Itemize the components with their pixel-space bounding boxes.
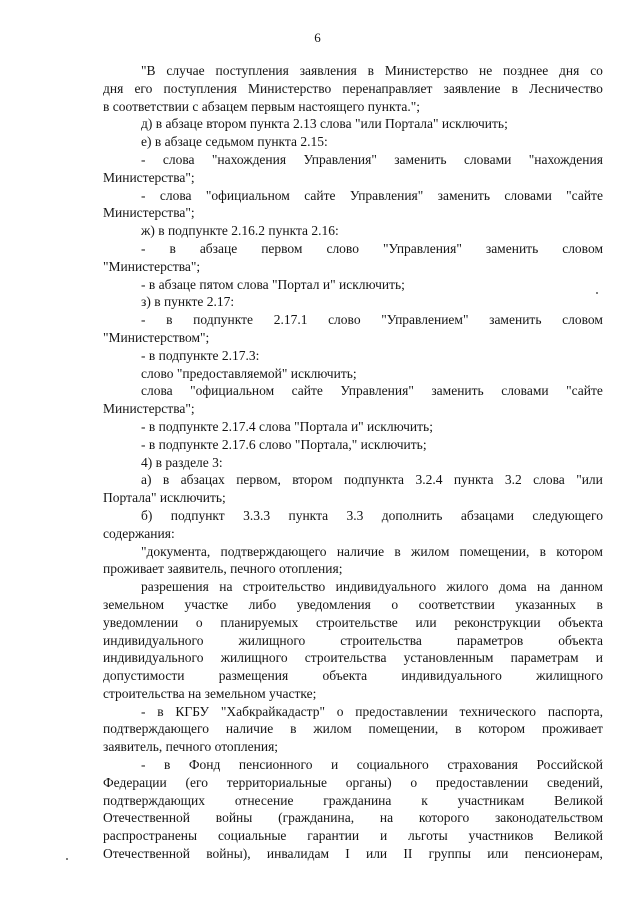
word: законодательством	[494, 810, 603, 826]
text-line: в соответствии с абзацем первым настоящего пункта.";	[103, 98, 421, 114]
word: 3.3.3	[243, 507, 271, 523]
word: Министерство	[248, 80, 332, 96]
word: заявления	[299, 63, 357, 78]
text-line	[103, 614, 603, 632]
word: строительства	[304, 650, 387, 666]
word: "сайте	[566, 187, 603, 203]
word: словами	[504, 187, 552, 203]
word: КГБУ	[175, 703, 210, 719]
word: технического	[459, 703, 537, 719]
word: словом	[562, 312, 603, 328]
text-line: проживает заявитель, печного отопления;	[103, 561, 343, 577]
word: подтверждающих	[103, 792, 206, 808]
word: дня	[103, 80, 124, 96]
word: Министерство	[384, 63, 469, 78]
text-line	[103, 311, 603, 329]
word: строительства	[340, 632, 422, 648]
word: льготы	[408, 828, 448, 844]
scan-speck	[66, 858, 68, 860]
word: поступления	[215, 63, 289, 78]
word: Великой	[554, 792, 603, 808]
word: на	[536, 579, 551, 595]
word: следующего	[532, 507, 603, 523]
text-line: "Министерством";	[103, 329, 210, 345]
word: жилищного	[220, 650, 288, 666]
word: указанных	[515, 596, 577, 612]
word: дня	[559, 63, 580, 78]
text-line	[103, 596, 603, 614]
word: Управления"	[303, 151, 377, 167]
word: гражданина	[323, 792, 392, 808]
word: случае	[166, 63, 205, 78]
text-line: Министерства";	[103, 169, 195, 185]
word: сведений,	[546, 774, 603, 790]
text-line: заявитель, печного отопления;	[103, 739, 279, 755]
word: заменить	[394, 151, 447, 167]
text-line: д) в абзаце втором пункта 2.13 слова "или Портала" исключить;	[141, 116, 508, 132]
word: предоставлении	[355, 703, 448, 719]
word: размещения	[218, 668, 289, 684]
word: и	[330, 757, 339, 773]
word: или	[415, 614, 437, 630]
text-line	[103, 827, 603, 845]
word: -	[141, 151, 146, 167]
word: разрешения	[141, 579, 209, 595]
word: о	[410, 774, 418, 790]
word: которого	[418, 810, 470, 826]
word: о	[391, 596, 399, 612]
word: (гражданина,	[278, 810, 355, 826]
page-number: 6	[314, 30, 321, 45]
word: Управления"	[349, 187, 424, 203]
word: 3.2	[504, 472, 522, 488]
word: допустимости	[103, 668, 185, 684]
word: сайте	[304, 187, 336, 203]
word: о	[195, 614, 203, 630]
word: в	[367, 63, 375, 78]
text-line: - в подпункте 2.17.3:	[141, 347, 260, 363]
word: подпункт	[170, 507, 225, 523]
word: Управления"	[340, 383, 414, 399]
word: заменить	[485, 240, 539, 256]
text-line: Министерства";	[103, 401, 195, 417]
word: словами	[463, 151, 512, 167]
word: страхования	[447, 757, 518, 773]
word: или	[365, 846, 388, 862]
word: 3.2.4	[415, 472, 443, 488]
scan-speck	[596, 292, 598, 294]
word: заменить	[437, 187, 490, 203]
word: слово	[328, 312, 361, 328]
text-line	[103, 382, 603, 400]
word: установленным	[403, 650, 494, 666]
text-line	[103, 774, 603, 792]
word: строительстве	[315, 614, 398, 630]
word: словом	[562, 240, 603, 256]
word: индивидуального	[335, 579, 437, 595]
word: абзацах	[180, 472, 225, 488]
word: подпункте	[193, 312, 254, 328]
text-line: Портала" исключить;	[103, 490, 226, 506]
word: жилом	[313, 721, 352, 737]
word: планируемых	[220, 614, 299, 630]
word: б)	[141, 507, 153, 523]
word: 3.3	[346, 507, 364, 523]
text-line: слово "предоставляемой" исключить;	[141, 365, 357, 381]
text-line: - в подпункте 2.17.4 слова "Портала и" исключить;	[141, 418, 433, 434]
word: и	[595, 650, 603, 666]
word: паспорта,	[547, 703, 603, 719]
word: не	[478, 63, 493, 78]
text-line	[103, 240, 603, 258]
word: отнесение	[234, 792, 294, 808]
text-line: Министерства";	[103, 205, 195, 221]
word: в	[162, 472, 170, 488]
word: соответствии	[418, 596, 495, 612]
word: на	[379, 810, 394, 826]
word: со	[590, 63, 603, 78]
word: слова	[141, 383, 173, 399]
text-line: е) в абзаце седьмом пункта 2.15:	[141, 134, 328, 150]
word: сайте	[291, 383, 323, 399]
document-body	[103, 62, 603, 863]
word: первом,	[236, 472, 281, 488]
word: реконструкции	[454, 614, 541, 630]
word: подпункта	[343, 472, 405, 488]
text-line: 4) в разделе 3:	[141, 454, 223, 470]
word: инвалидам	[266, 846, 330, 862]
word: в	[290, 721, 297, 737]
text-line: строительства на земельном участке;	[103, 685, 317, 701]
word: в	[511, 80, 518, 96]
word: Федерации	[103, 774, 167, 790]
text-line	[103, 80, 603, 98]
word: позднее	[503, 63, 549, 78]
word: жилом	[411, 543, 450, 559]
word: "Управлением"	[381, 312, 469, 328]
word: социальные	[217, 828, 287, 844]
word: строительство	[242, 579, 326, 595]
word: индивидуального	[103, 650, 204, 666]
text-line	[103, 667, 603, 685]
word: "Хабкрайкадастр"	[220, 703, 325, 719]
text-line	[103, 703, 603, 721]
word: участке	[184, 596, 229, 612]
text-line	[103, 507, 603, 525]
word: индивидуального	[103, 632, 204, 648]
word: а)	[141, 472, 152, 488]
word: либо	[248, 596, 277, 612]
word: распространены	[103, 828, 198, 844]
text-line	[103, 578, 603, 596]
word: параметров	[456, 632, 524, 648]
word: II	[403, 846, 413, 862]
word: уведомления	[296, 596, 371, 612]
word: индивидуального	[401, 668, 502, 684]
word: "нахождения	[528, 151, 603, 167]
word: Великой	[554, 828, 603, 844]
text-line	[103, 471, 603, 489]
word: -	[141, 312, 146, 328]
text-line	[103, 792, 603, 810]
word: данном	[560, 579, 603, 595]
word: "сайте	[566, 383, 603, 399]
word: земельном	[103, 596, 165, 612]
word: участникам	[457, 792, 525, 808]
word: территориальные	[226, 774, 328, 790]
text-line	[103, 756, 603, 774]
word: Лесничество	[529, 80, 603, 96]
word: заменить	[489, 312, 542, 328]
word: предоставлении	[435, 774, 529, 790]
word: слово	[326, 240, 359, 256]
word: "Управления"	[382, 240, 462, 256]
word: подтверждающего	[103, 721, 210, 737]
word: уведомлении	[103, 614, 179, 630]
word: -	[141, 703, 146, 719]
word: абзацами	[460, 507, 515, 523]
word: гарантии	[307, 828, 360, 844]
word: и	[379, 828, 388, 844]
word: его	[134, 80, 153, 96]
word: в	[157, 703, 164, 719]
word: социального	[356, 757, 429, 773]
word: I	[345, 846, 350, 862]
word: "официальном	[205, 187, 290, 203]
word: участников	[468, 828, 534, 844]
text-line	[103, 649, 603, 667]
word: Российской	[536, 757, 603, 773]
word: в	[169, 240, 176, 256]
word: первом	[261, 240, 303, 256]
word: -	[141, 757, 146, 773]
word: (его	[185, 774, 208, 790]
word: помещении,	[368, 721, 439, 737]
word: -	[141, 187, 146, 203]
word: -	[141, 240, 146, 256]
word: в	[394, 543, 401, 559]
word: пенсионерам,	[524, 846, 603, 862]
word: о	[336, 703, 344, 719]
word: котором	[556, 543, 603, 559]
word: органы)	[345, 774, 392, 790]
word: в	[455, 721, 462, 737]
text-line	[103, 187, 603, 205]
word: пункта	[288, 507, 329, 523]
word: на	[219, 579, 233, 595]
word: группы	[428, 846, 471, 862]
text-line	[103, 543, 603, 561]
word: жилого	[446, 579, 489, 595]
text-line: содержания:	[103, 525, 175, 541]
word: дополнить	[381, 507, 443, 523]
word: заменить	[431, 383, 484, 399]
word: пенсионного	[238, 757, 313, 773]
word: в	[596, 596, 603, 612]
word: дома	[498, 579, 527, 595]
word: "или	[576, 472, 603, 488]
word: в	[166, 312, 173, 328]
word: "нахождения	[211, 151, 287, 167]
word: объекта	[558, 632, 603, 648]
word: Отечественной	[103, 846, 191, 862]
word: в	[539, 543, 546, 559]
word: объекта	[558, 614, 603, 630]
word: жилищного	[536, 668, 603, 684]
text-line: - в подпункте 2.17.6 слово "Портала," исключить;	[141, 436, 427, 452]
word: проживает	[541, 721, 603, 737]
word: словами	[501, 383, 549, 399]
word: "В	[141, 63, 156, 78]
word: помещении,	[459, 543, 530, 559]
word: жилищного	[238, 632, 306, 648]
word: наличие	[225, 721, 274, 737]
word: подтверждающего	[220, 543, 327, 559]
text-line	[103, 632, 603, 650]
word: войны	[215, 810, 253, 826]
word: наличие	[336, 543, 385, 559]
text-line	[103, 809, 603, 827]
word: абзаце	[199, 240, 238, 256]
text-line	[103, 151, 603, 169]
word: втором	[292, 472, 333, 488]
word: объекта	[322, 668, 368, 684]
text-line	[103, 62, 603, 80]
text-line	[103, 720, 603, 738]
word: "официальном	[190, 383, 275, 399]
word: котором	[478, 721, 526, 737]
text-line: - в абзаце пятом слова "Портал и" исключить;	[141, 276, 405, 292]
word: или	[487, 846, 509, 862]
word: слова	[533, 472, 565, 488]
word: параметрам	[510, 650, 579, 666]
word: слова	[162, 151, 195, 167]
text-line: з) в пункте 2.17:	[141, 294, 235, 310]
word: заявление	[443, 80, 501, 96]
word: Фонд	[188, 757, 221, 773]
text-line: ж) в подпункте 2.16.2 пункта 2.16:	[141, 223, 339, 239]
word: поступления	[163, 80, 237, 96]
word: Отечественной	[103, 810, 191, 826]
word: 2.17.1	[273, 312, 308, 328]
word: в	[164, 757, 171, 773]
word: "документа,	[141, 543, 211, 559]
word: к	[421, 792, 428, 808]
word: слова	[159, 187, 192, 203]
text-line	[103, 845, 603, 863]
word: пункта	[453, 472, 494, 488]
word: перенаправляет	[342, 80, 433, 96]
word: войны),	[206, 846, 251, 862]
text-line: "Министерства";	[103, 258, 201, 274]
